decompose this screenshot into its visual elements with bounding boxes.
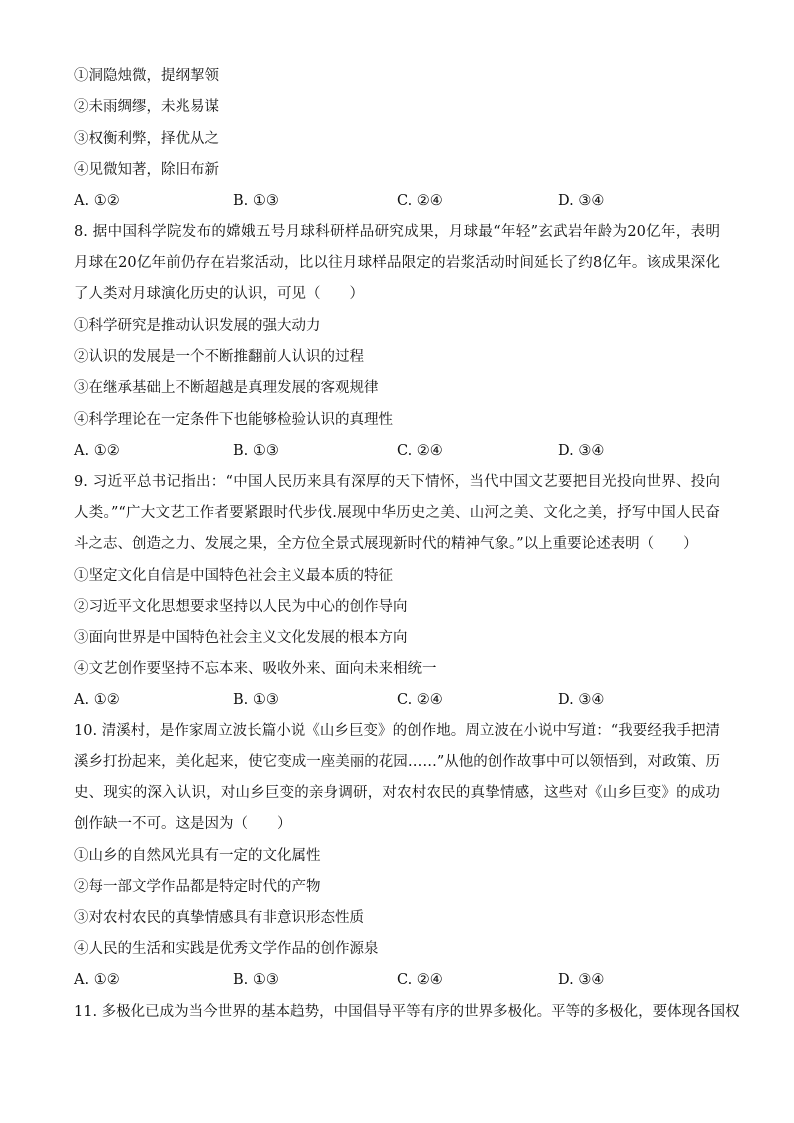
q9-answer-a: A. ①② bbox=[74, 692, 120, 708]
q7-answer-d: D. ③④ bbox=[558, 193, 605, 209]
q7-answer-c: C. ②④ bbox=[397, 193, 443, 209]
q9-option-1: ①坚定文化自信是中国特色社会主义最本质的特征 bbox=[74, 568, 393, 584]
q9-option-3: ③面向世界是中国特色社会主义文化发展的根本方向 bbox=[74, 630, 408, 646]
q9-answer-c: C. ②④ bbox=[397, 692, 443, 708]
q8-stem: 8. 据中国科学院发布的嫦娥五号月球科研样品研究成果，月球最“年轻”玄武岩年龄为20亿年，表明月球在20亿年前仍存在岩浆活动，比以往月球样品限定的岩浆活动时间延长了约8亿年。该成果深化了人类对月球演化历史的认识，可见（ ） bbox=[74, 224, 720, 302]
q9-option-4: ④文艺创作要坚持不忘本来、吸收外来、面向未来相统一 bbox=[74, 661, 437, 677]
q10-answer-b: B. ①③ bbox=[233, 972, 279, 988]
q7-option-4: ④见微知著，除旧布新 bbox=[74, 162, 219, 178]
q9-stem: 9. 习近平总书记指出：“中国人民历来具有深厚的天下情怀，当代中国文艺要把目光投向世界、投向人类。”“广大文艺工作者要紧跟时代步伐.展现中华历史之美、山河之美、文化之美，抒写中国人民奋斗之志、创造之力、发展之果，全方位全景式展现新时代的精神气象。”以上重要论述表明（ ） bbox=[74, 474, 720, 552]
q9-answer-choices bbox=[74, 690, 674, 710]
q10-option-1: ①山乡的自然风光具有一定的文化属性 bbox=[74, 848, 321, 864]
q7-option-2: ②未雨绸缪，未兆易谋 bbox=[74, 99, 219, 115]
q10-answer-c: C. ②④ bbox=[397, 972, 443, 988]
q9-option-2: ②习近平文化思想要求坚持以人民为中心的创作导向 bbox=[74, 599, 408, 615]
q10-answer-choices bbox=[74, 970, 674, 990]
q8-option-4: ④科学理论在一定条件下也能够检验认识的真理性 bbox=[74, 412, 393, 428]
q10-stem: 10. 清溪村，是作家周立波长篇小说《山乡巨变》的创作地。周立波在小说中写道：“我要经我手把清溪乡打扮起来，美化起来，使它变成一座美丽的花园……”从他的创作故事中可以领悟到，对政策、历史、现实的深入认识，对山乡巨变的亲身调研，对农村农民的真挚情感，这些对《山乡巨变》的成功创作缺一不可。这是因为（ ） bbox=[74, 723, 720, 832]
q10-option-2: ②每一部文学作品都是特定时代的产物 bbox=[74, 879, 321, 895]
q8-answer-a: A. ①② bbox=[74, 443, 120, 459]
q7-option-3: ③权衡利弊，择优从之 bbox=[74, 131, 219, 147]
q8-answer-c: C. ②④ bbox=[397, 443, 443, 459]
q10-answer-d: D. ③④ bbox=[558, 972, 605, 988]
q7-answer-b: B. ①③ bbox=[233, 193, 279, 209]
q7-option-1: ①洞隐烛微，提纲挈领 bbox=[74, 68, 219, 84]
q11-stem-start: 11. 多极化已成为当今世界的基本趋势，中国倡导平等有序的世界多极化。平等的多极化，要体现各国权 bbox=[74, 1004, 740, 1020]
q9-answer-d: D. ③④ bbox=[558, 692, 605, 708]
q7-answer-choices bbox=[74, 191, 674, 211]
q8-answer-b: B. ①③ bbox=[233, 443, 279, 459]
q10-answer-a: A. ①② bbox=[74, 972, 120, 988]
q10-option-3: ③对农村农民的真挚情感具有非意识形态性质 bbox=[74, 910, 364, 926]
q9-answer-b: B. ①③ bbox=[233, 692, 279, 708]
q10-option-4: ④人民的生活和实践是优秀文学作品的创作源泉 bbox=[74, 941, 379, 957]
q8-answer-choices bbox=[74, 441, 674, 461]
q8-option-2: ②认识的发展是一个不断推翻前人认识的过程 bbox=[74, 349, 364, 365]
q8-option-3: ③在继承基础上不断超越是真理发展的客观规律 bbox=[74, 380, 379, 396]
q8-option-1: ①科学研究是推动认识发展的强大动力 bbox=[74, 318, 321, 334]
q7-answer-a: A. ①② bbox=[74, 193, 120, 209]
q8-answer-d: D. ③④ bbox=[558, 443, 605, 459]
